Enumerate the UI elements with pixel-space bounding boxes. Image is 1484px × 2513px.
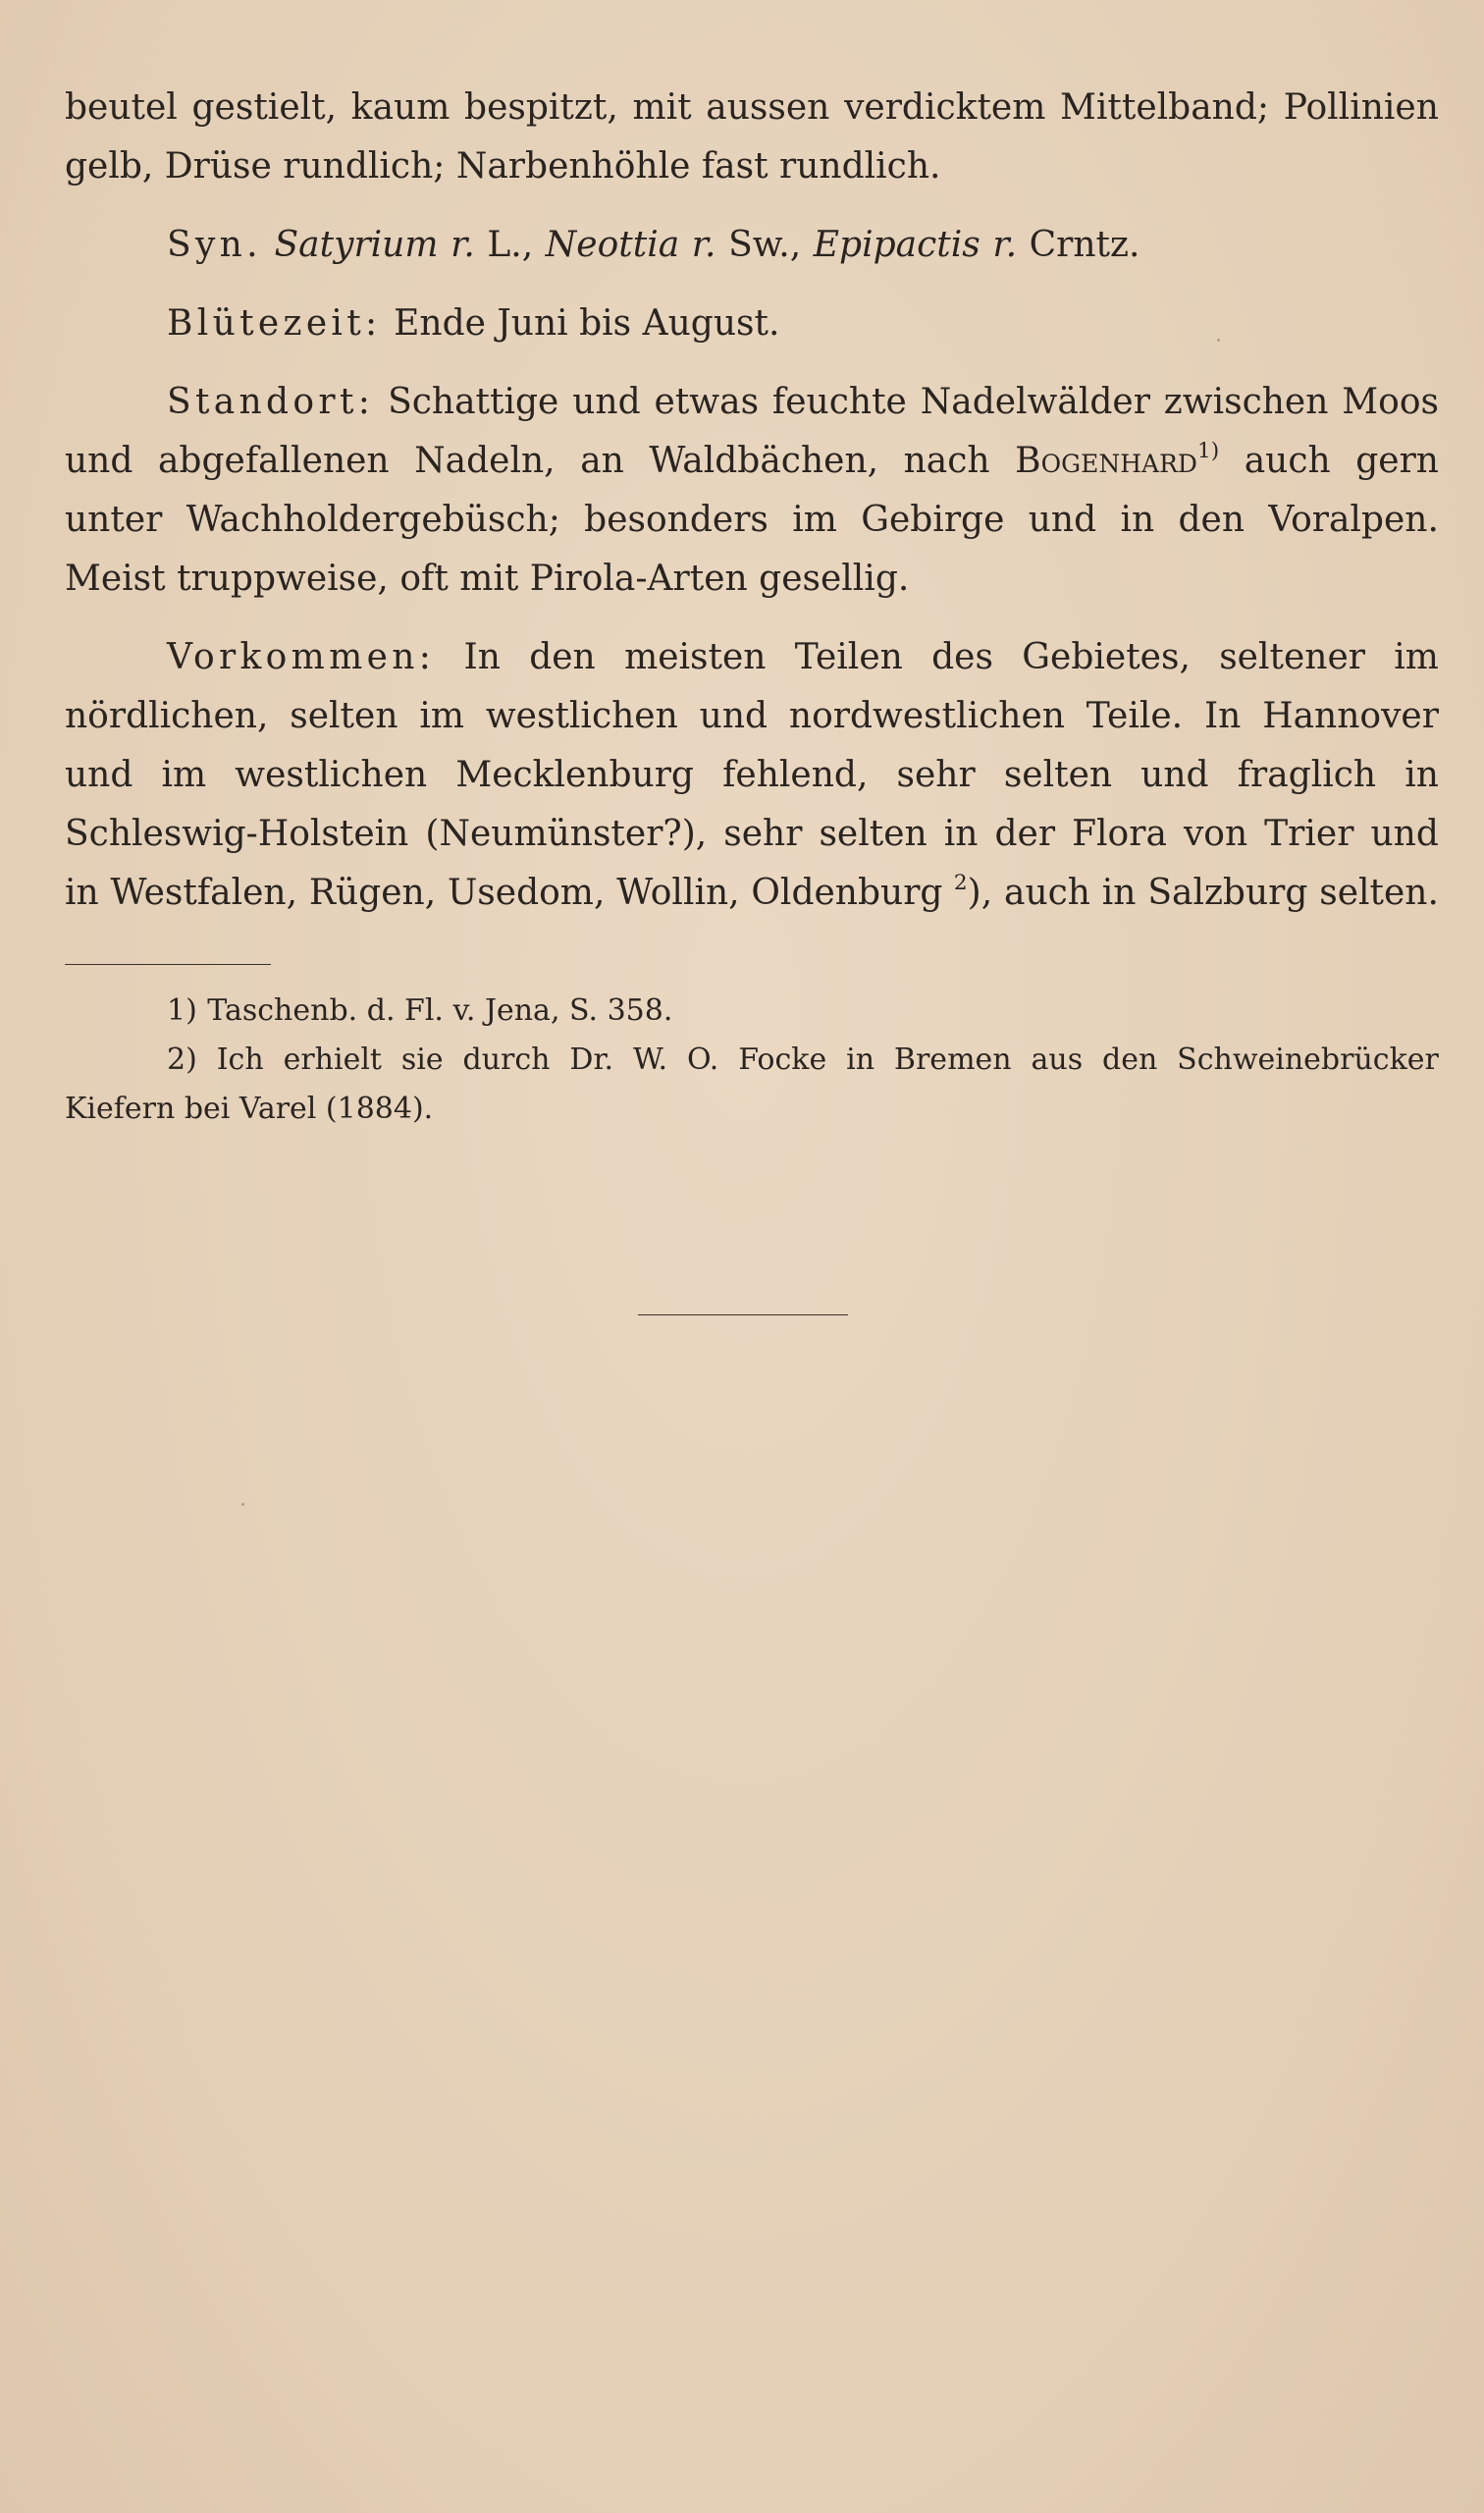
page-body — [65, 79, 1439, 1134]
occurrence-label: Vorkommen: — [167, 637, 436, 677]
footnote-2-line-2: Kiefern bei Varel (1884). — [65, 1092, 434, 1126]
footnote-ref-1: 1) — [1196, 438, 1220, 463]
footnote-1 — [65, 987, 1439, 1036]
habitat-line-4: Meist truppweise, oft mit Pirola-Arten gesellig. — [65, 559, 910, 599]
footnote-1-number: 1) — [167, 993, 197, 1028]
footnote-2-number: 2) — [167, 1043, 197, 1077]
flowering-label: Blütezeit: — [167, 303, 382, 344]
habitat-line-1: Standort: Schattige und etwas feuchte Nadelwälder zwischen Moos — [65, 373, 1439, 432]
footnote-ref-2: 2 — [953, 870, 968, 895]
occurrence-line-3: und im westlichen Mecklenburg fehlend, sehr selten und fraglich in — [65, 755, 1439, 795]
description-line-2: gelb, Drüse rundlich; Narbenhöhle fast rundlich. — [65, 146, 941, 187]
author-name: Bogenhard$^{1)}$ — [1015, 438, 1220, 481]
occurrence-line-4: Schleswig-Holstein (Neumünster?), sehr selten in der Flora von Trier und — [65, 814, 1439, 854]
habitat-label: Standort: — [167, 382, 375, 422]
flowering-line: Blütezeit: Ende Juni bis August. — [65, 294, 1439, 353]
habitat-line-2: und abgefallenen Nadeln, an Waldbächen, nach Bogenhard$^{1)}$ auch gern — [65, 432, 1439, 491]
footnote-2-line-1: 2) Ich erhielt sie durch Dr. W. O. Focke in Bremen aus den Schweinebrücker — [65, 1036, 1439, 1085]
paper-speck — [1217, 339, 1220, 342]
footnote-1-text: Taschenb. d. Fl. v. Jena, S. 358. — [207, 993, 673, 1028]
description-line-1: beutel gestielt, kaum bespitzt, mit aussen verdicktem Mittelband; Pollinien — [65, 87, 1439, 128]
habitat-line-3: unter Wachholdergebüsch; besonders im Gebirge und in den Voralpen. — [65, 500, 1439, 540]
occurrence-line-5: in Westfalen, Rügen, Usedom, Wollin, Oldenburg $^2$), auch in Salzburg selten. — [65, 864, 1439, 923]
oldenburg-ref: Oldenburg $^2$), — [751, 870, 993, 913]
end-rule — [638, 1314, 848, 1315]
paper-speck — [241, 1503, 244, 1506]
occurrence-line-2: nördlichen, selten im westlichen und nordwestlichen Teile. In Hannover — [65, 696, 1439, 736]
synonyms-line: Syn. Satyrium r. L., Neottia r. Sw., Epipactis r. Crntz. — [65, 216, 1439, 275]
footnote-separator — [65, 964, 271, 965]
occurrence-line-1: Vorkommen: In den meisten Teilen des Gebietes, seltener im — [65, 628, 1439, 687]
synonyms-label: Syn. — [167, 225, 262, 265]
